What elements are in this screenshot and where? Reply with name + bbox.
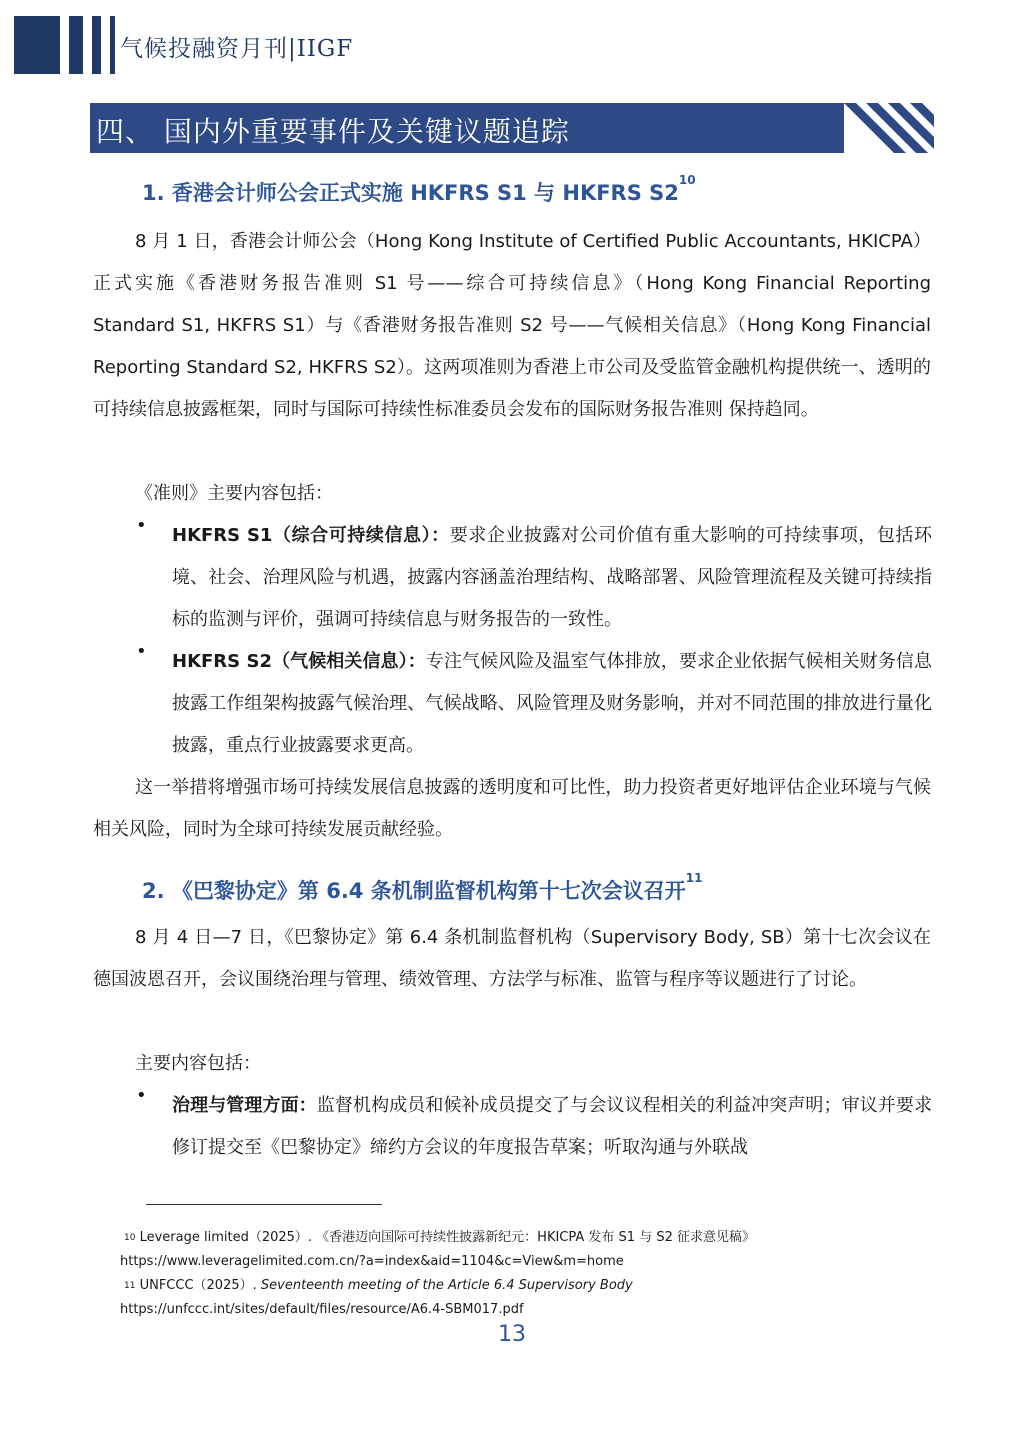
bullet-body: 专注气候风险及温室气体排放，要求企业依据气候相关财务信息披露工作组架构披露气候治理、气候战略、风险管理及财务影响，并对不同范围的排放进行量化披露，重点行业披露要求更高。 xyxy=(172,651,933,756)
footnote-number: 11 xyxy=(124,1281,136,1291)
item1-paragraph-2: 《准则》主要内容包括： xyxy=(135,483,333,504)
bullet-label: 治理与管理方面： xyxy=(172,1095,317,1116)
footnote-text: UNFCCC（2025）. xyxy=(135,1278,261,1293)
item2-paragraph-2: 主要内容包括： xyxy=(135,1053,261,1074)
bullet-icon: • xyxy=(136,641,147,662)
header-title: 气候投融资月刊|IIGF xyxy=(120,36,354,62)
bullet-icon: • xyxy=(136,515,147,536)
footnote-11 xyxy=(124,1274,633,1298)
footnote-ref-11[interactable]: 11 xyxy=(685,871,703,885)
item1-heading-text: 1. 香港会计师公会正式实施 HKFRS S1 与 HKFRS S2 xyxy=(142,181,679,205)
bullet-body: 要求企业披露对公司价值有重大影响的可持续事项，包括环境、社会、治理风险与机遇，披露内容涵盖治理结构、战略部署、风险管理流程及关键可持续指标的监测与评价，强调可持续信息与财务报告的一致性。 xyxy=(172,525,932,630)
page-number: 13 xyxy=(498,1322,526,1347)
item1-bullet-1 xyxy=(172,515,932,641)
footnote-divider xyxy=(146,1204,382,1205)
footnote-10 xyxy=(124,1226,755,1250)
bullet-label: HKFRS S1（综合可持续信息）： xyxy=(172,525,450,546)
footnote-ref-10[interactable]: 10 xyxy=(678,173,696,187)
item2-heading xyxy=(142,871,703,905)
section-title: 四、 国内外重要事件及关键议题追踪 xyxy=(96,115,570,148)
bullet-label: HKFRS S2（气候相关信息）： xyxy=(172,651,426,672)
footnote-10-url[interactable]: https://www.leveragelimited.com.cn/?a=index&aid=1104&c=View&m=home xyxy=(120,1254,624,1269)
item1-paragraph-3: 这一举措将增强市场可持续发展信息披露的透明度和可比性，助力投资者更好地评估企业环境与气候相关风险，同时为全球可持续发展贡献经验。 xyxy=(93,777,931,840)
header-logo-bars xyxy=(14,16,115,74)
item2-bullet-1 xyxy=(172,1085,932,1169)
bullet-body: 监督机构成员和候补成员提交了与会议议程相关的利益冲突声明；审议并要求修订提交至《巴黎协定》缔约方会议的年度报告草案；听取沟通与外联战 xyxy=(172,1095,932,1158)
item1-bullet-2 xyxy=(172,641,932,767)
item2-paragraph-1: 8 月 4 日—7 日，《巴黎协定》第 6.4 条机制监督机构（Supervisory Body, SB）第十七次会议在德国波恩召开，会议围绕治理与管理、绩效管理、方法学与标准、监管与程序等议题进行了讨论。 xyxy=(93,927,931,990)
footnote-title: Seventeenth meeting of the Article 6.4 Supervisory Body xyxy=(260,1278,633,1293)
item1-paragraph-1: 8 月 1 日，香港会计师公会（Hong Kong Institute of Certified Public Accountants, HKICPA）正式实施《香港财务报告准则 S1 号——综合可持续信息》（Hong Kong Financial Reporting Standard S1, HKFRS S1）与《香港财务报告准则 S2 号——气候相关信息》（Hong Kong Financial Reporting Standard S2, HKFRS S2）。这两项准则为香港上市公司及受监管金融机构提供统一、透明的可持续信息披露框架，同时与国际可持续性标准委员会发布的国际财务报告准则 保持趋同。 xyxy=(93,231,931,420)
item1-heading xyxy=(142,173,696,207)
footnote-11-url[interactable]: https://unfccc.int/sites/default/files/resource/A6.4-SBM017.pdf xyxy=(120,1302,524,1317)
footnote-text: Leverage limited（2025）. 《香港迈向国际可持续性披露新纪元：HKICPA 发布 S1 与 S2 征求意见稿》 xyxy=(135,1230,755,1245)
footnote-number: 10 xyxy=(124,1233,136,1243)
item2-heading-text: 2. 《巴黎协定》第 6.4 条机制监督机构第十七次会议召开 xyxy=(142,879,686,903)
bullet-icon: • xyxy=(136,1085,147,1106)
section-banner xyxy=(90,103,934,153)
stripe-decoration-icon xyxy=(844,103,934,153)
